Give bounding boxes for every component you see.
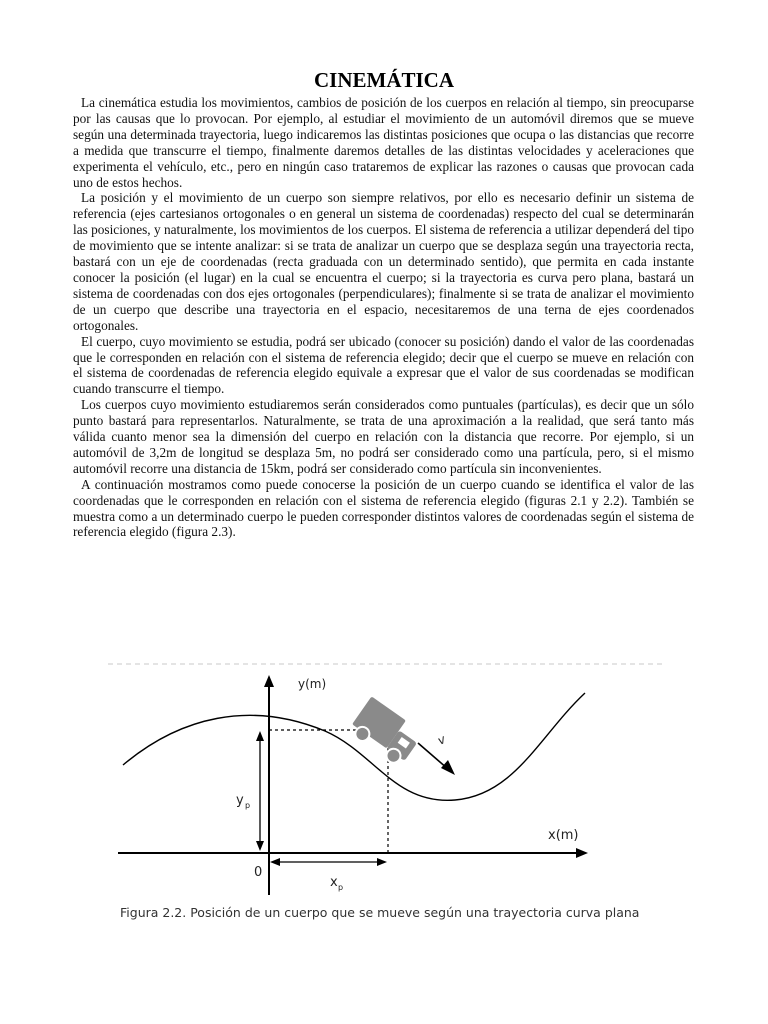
origin-label: 0 — [254, 865, 263, 880]
x-axis-label: x(m) — [548, 828, 579, 843]
xp-arrow-right — [377, 858, 387, 866]
trajectory-curve — [123, 693, 585, 800]
figure-2-2 — [100, 655, 670, 930]
figure-svg — [100, 655, 670, 930]
y-axis-label: y(m) — [298, 677, 327, 691]
velocity-label: v — [435, 732, 448, 748]
paragraph-2: La posición y el movimiento de un cuerpo son siempre relativos, por ello es necesario definir un sistema de referencia (ejes cartesianos ortogonales o en general un sistema de coordenadas) respecto del cual se determinarán las posiciones, y naturalmente, los movimientos de los cuerpos. El sistema de referencia a utilizar dependerá del tipo de movimiento que se intente analizar: si se trata de analizar un cuerpo que se desplaza según una trayectoria recta, bastará con un eje de coordenadas (recta graduada con un determinado sentido), que permita en cada instante conocer la posición (el lugar) en la cual se encuentra el cuerpo; si la trayectoria es curva pero plana, bastará un sistema de coordenadas con dos ejes ortogonales (perpendiculares); finalmente si se trata de analizar el movimiento de un cuerpo que describe una trayectoria en el espacio, necesitaremos de una terna de ejes coordenados ortogonales. — [73, 190, 694, 333]
velocity-arrowhead — [441, 760, 455, 775]
truck-icon — [347, 696, 424, 768]
xp-label: x — [330, 875, 338, 890]
yp-arrow-bottom — [256, 841, 264, 851]
yp-arrow-top — [256, 731, 264, 741]
body-text — [73, 95, 694, 540]
paragraph-5: A continuación mostramos como puede conocerse la posición de un cuerpo cuando se identifica el valor de las coordenadas que le corresponden en relación con el sistema de referencia elegido (figuras 2.1 y 2.2). También se muestra como a un determinado cuerpo le pueden corresponder distintos valores de coordenadas según el sistema de referencia elegido (figura 2.3). — [73, 476, 694, 540]
xp-arrow-left — [270, 858, 280, 866]
velocity-vector — [418, 743, 448, 769]
yp-subscript: p — [245, 801, 251, 810]
yp-label: y — [236, 793, 244, 808]
page-title: CINEMÁTICA — [313, 68, 454, 92]
x-axis-arrow — [576, 848, 588, 858]
y-axis-arrow — [264, 675, 274, 687]
figure-caption: Figura 2.2. Posición de un cuerpo que se mueve según una trayectoria curva plana — [120, 905, 640, 920]
paragraph-3: El cuerpo, cuyo movimiento se estudia, podrá ser ubicado (conocer su posición) dando el valor de las coordenadas que le corresponden en relación con el sistema de referencia elegido; decir que el cuerpo se mueve en relación con el sistema de coordenadas de referencia elegido equivale a expresar que el valor de sus coordenadas se modifican cuando transcurre el tiempo. — [73, 333, 694, 397]
xp-subscript: p — [338, 883, 344, 892]
paragraph-1: La cinemática estudia los movimientos, cambios de posición de los cuerpos en relación al tiempo, sin preocuparse por las causas que lo provocan. Por ejemplo, al estudiar el movimiento de un automóvil diremos que se mueve según una determinada trayectoria, luego indicaremos las distintas posiciones que ocupa o las distancias que recorre a medida que transcurre el tiempo, finalmente daremos detalles de las distintas velocidades y aceleraciones que experimenta el vehículo, etc., pero en ningún caso trataremos de explicar las razones o causas que provocan cada uno de estos hechos. — [73, 95, 694, 190]
paragraph-4: Los cuerpos cuyo movimiento estudiaremos serán considerados como puntuales (partículas), es decir que un sólo punto bastará para representarlos. Naturalmente, se trata de una aproximación a la realidad, que será tanto más válida cuanto menor sea la dimensión del cuerpo en relación con la distancia que recorre. Por ejemplo, si un automóvil de 3,2m de longitud se desplaza 5m, no podrá ser considerado como una partícula, pero, si el mismo automóvil recorre una distancia de 15km, podrá ser considerado como partícula sin inconvenientes. — [73, 397, 694, 476]
